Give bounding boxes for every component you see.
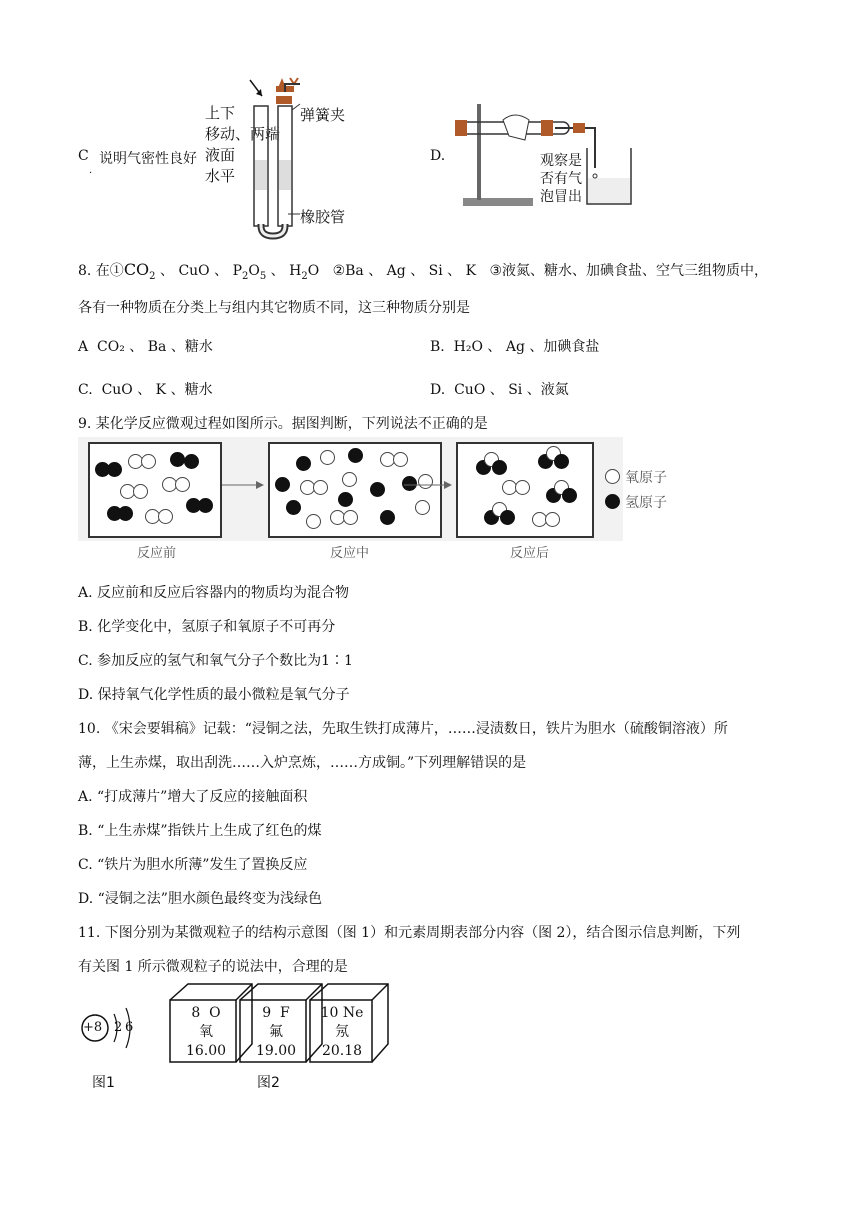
option-d-observe-labels: 观察是 否有气 泡冒出 (540, 153, 582, 205)
q10-option-a[interactable]: A. “打成薄片”增大了反应的接触面积 (78, 789, 308, 805)
atom-shell-1: 2 (114, 1020, 123, 1035)
reaction-after-box (456, 442, 594, 538)
caption-after: 反应后 (510, 546, 550, 561)
element-cell-fluorine: 9 F 氟 19.00 (255, 1005, 297, 1059)
q11-stem-line1: 11. 下图分别为某微观粒子的结构示意图（图 1）和元素周期表部分内容（图 2），结合图示信息判断，下列 (78, 925, 741, 941)
option-c-text: 说明气密性良好 (99, 151, 197, 167)
q9-option-a[interactable]: A. 反应前和反应后容器内的物质均为混合物 (78, 585, 350, 601)
fig1-caption: 图1 (92, 1075, 115, 1091)
q9-stem: 9. 某化学反应微观过程如图所示。据图判断，下列说法不正确的是 (78, 416, 488, 432)
legend-oxygen-icon (605, 469, 620, 484)
caption-middle: 反应中 (330, 546, 370, 561)
reaction-before-box (88, 442, 222, 538)
legend-hydrogen-icon (605, 494, 620, 509)
reaction-middle-box (268, 442, 442, 538)
option-c-side-labels: 上下 移动、两端 液面 水平 (205, 104, 281, 185)
spring-clamp-label: 弹簧夹 (300, 106, 346, 124)
fig2-caption: 图2 (257, 1075, 280, 1091)
legend-hydrogen-label: 氢原子 (625, 495, 667, 511)
q8-stem-line2: 各有一种物质在分类上与组内其它物质不同，这三种物质分别是 (78, 300, 470, 316)
q8-option-d[interactable]: D. CuO 、 Si 、液氮 (430, 382, 569, 398)
q11-stem-line2: 有关图 1 所示微观粒子的说法中，合理的是 (78, 959, 348, 975)
q10-stem-line1: 10. 《宋会要辑稿》记载：“浸铜之法，先取生铁打成薄片，……浸渍数日，铁片为胆水（硫酸铜溶液）所 (78, 721, 728, 737)
atom-nucleus-charge: +8 (83, 1020, 103, 1035)
q9-option-d[interactable]: D. 保持氧气化学性质的最小微粒是氧气分子 (78, 687, 350, 703)
q9-option-b[interactable]: B. 化学变化中，氢原子和氧原子不可再分 (78, 619, 336, 635)
reaction-arrow-1 (222, 480, 264, 490)
q10-option-c[interactable]: C. “铁片为胆水所薄”发生了置换反应 (78, 857, 308, 873)
q8-stem-line1: 8. 在$①CO_2$ 、 CuO 、 $P_2O_5$ 、 $H_2O$ ②Ba 、 Ag 、 Si 、 K ③液氮、糖水、加碘食盐、空气三组物质中， (78, 260, 769, 282)
q10-option-d[interactable]: D. “浸铜之法”胆水颜色最终变为浅绿色 (78, 891, 322, 907)
q10-option-b[interactable]: B. “上生赤煤”指铁片上生成了红色的煤 (78, 823, 322, 839)
u-tube-diagram (240, 74, 320, 244)
legend-oxygen-label: 氧原子 (625, 470, 667, 486)
option-d-label: D. (430, 148, 446, 164)
element-cell-oxygen: 8 O 氧 16.00 (185, 1005, 227, 1059)
q10-stem-line2: 薄，上生赤煤，取出刮洗……入炉烹炼，……方成铜。”下列理解错误的是 (78, 755, 527, 771)
element-cell-neon: 10 Ne 氖 20.18 (320, 1005, 364, 1059)
rubber-tube-label: 橡胶管 (300, 208, 346, 226)
q8-option-a[interactable]: A CO₂ 、 Ba 、糖水 (78, 339, 213, 355)
atom-shell-2: 6 (125, 1020, 134, 1035)
option-c-dot: · (89, 168, 93, 179)
q8-option-b[interactable]: B. H₂O 、 Ag 、加碘食盐 (430, 339, 600, 355)
q9-option-c[interactable]: C. 参加反应的氢气和氧气分子个数比为1∶1 (78, 653, 353, 669)
option-c-label: C (78, 148, 89, 164)
q8-option-c[interactable]: C. CuO 、 K 、糖水 (78, 382, 213, 398)
reaction-arrow-2 (404, 480, 452, 490)
caption-before: 反应前 (137, 546, 177, 561)
